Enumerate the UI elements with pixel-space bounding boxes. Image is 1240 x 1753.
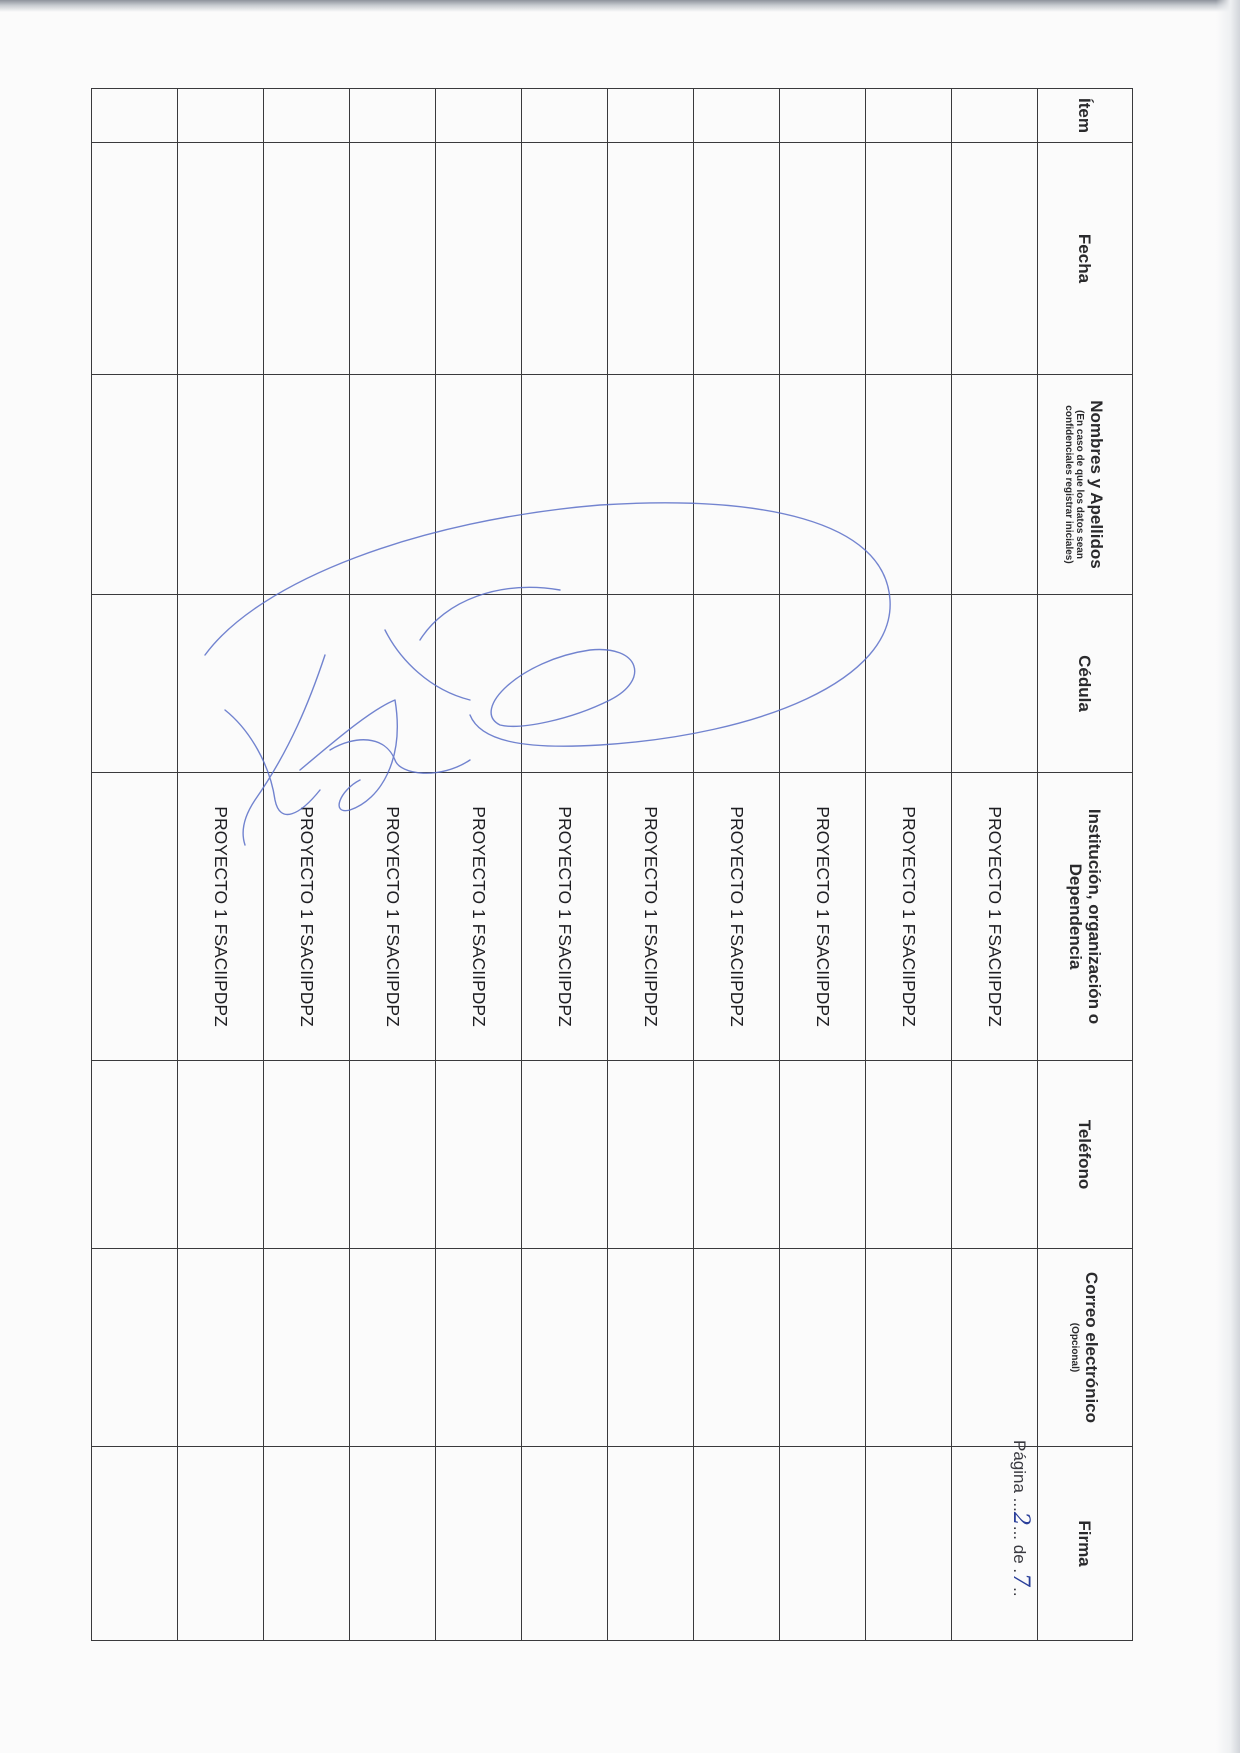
cell-fecha [866, 143, 952, 375]
header-institucion: Institución, organización o Dependencia [1038, 773, 1133, 1061]
table-header-row [1038, 89, 1133, 1641]
cell-fecha [264, 143, 350, 375]
header-telefono: Teléfono [1038, 1061, 1133, 1249]
table-row [350, 89, 436, 1641]
cell-item [436, 89, 522, 143]
cell-fecha [694, 143, 780, 375]
table-row [608, 89, 694, 1641]
cell-item [866, 89, 952, 143]
cell-nombres [436, 375, 522, 595]
cell-fecha [952, 143, 1038, 375]
cell-item [780, 89, 866, 143]
cell-nombres [866, 375, 952, 595]
cell-telefono [952, 1061, 1038, 1249]
header-nombres [1038, 375, 1133, 595]
cell-correo [780, 1249, 866, 1447]
cell-nombres [694, 375, 780, 595]
cell-nombres [264, 375, 350, 595]
cell-institucion: PROYECTO 1 FSACIIPDPZ [608, 773, 694, 1061]
cell-firma [178, 1447, 264, 1641]
cell-telefono [178, 1061, 264, 1249]
footer-de-label: de [1010, 1544, 1029, 1564]
cell-fecha [436, 143, 522, 375]
cell-nombres [178, 375, 264, 595]
cell-cedula [350, 595, 436, 773]
header-firma: Firma [1038, 1447, 1133, 1641]
cell-institucion: PROYECTO 1 FSACIIPDPZ [694, 773, 780, 1061]
table-row [694, 89, 780, 1641]
cell-nombres [92, 375, 178, 595]
cell-firma [522, 1447, 608, 1641]
cell-cedula [178, 595, 264, 773]
cell-correo [350, 1249, 436, 1447]
table-row [436, 89, 522, 1641]
cell-telefono [264, 1061, 350, 1249]
header-fecha: Fecha [1038, 143, 1133, 375]
cell-telefono [92, 1061, 178, 1249]
cell-fecha [780, 143, 866, 375]
cell-firma [694, 1447, 780, 1641]
header-item: Ítem [1038, 89, 1133, 143]
cell-item [522, 89, 608, 143]
cell-cedula [522, 595, 608, 773]
header-correo-label: Correo electrónico [1082, 1271, 1101, 1424]
cell-correo [92, 1249, 178, 1447]
cell-telefono [780, 1061, 866, 1249]
cell-cedula [608, 595, 694, 773]
cell-item [694, 89, 780, 143]
cell-firma [264, 1447, 350, 1641]
table-row [952, 89, 1038, 1641]
cell-institucion [92, 773, 178, 1061]
cell-firma [780, 1447, 866, 1641]
cell-correo [694, 1249, 780, 1447]
cell-nombres [350, 375, 436, 595]
cell-firma [436, 1447, 522, 1641]
cell-institucion: PROYECTO 1 FSACIIPDPZ [178, 773, 264, 1061]
cell-item [178, 89, 264, 143]
header-cedula: Cédula [1038, 595, 1133, 773]
cell-telefono [694, 1061, 780, 1249]
header-nombres-note: (En caso de que los datos sean confidenciales registrar iniciales) [1063, 405, 1086, 564]
cell-nombres [952, 375, 1038, 595]
page-footer: Página ...2... de .7.. [1008, 1440, 1033, 1597]
cell-item [264, 89, 350, 143]
cell-fecha [608, 143, 694, 375]
cell-firma [350, 1447, 436, 1641]
cell-correo [178, 1249, 264, 1447]
attendance-sheet [120, 88, 1133, 1640]
cell-item [952, 89, 1038, 143]
cell-nombres [608, 375, 694, 595]
cell-fecha [178, 143, 264, 375]
cell-firma [866, 1447, 952, 1641]
attendance-table [91, 88, 1133, 1641]
header-nombres-label: Nombres y Apellidos [1087, 400, 1107, 569]
cell-item [92, 89, 178, 143]
cell-institucion: PROYECTO 1 FSACIIPDPZ [866, 773, 952, 1061]
table-row [92, 89, 178, 1641]
cell-nombres [780, 375, 866, 595]
table-row [780, 89, 866, 1641]
footer-page-total: 7 [1008, 1573, 1033, 1588]
cell-telefono [522, 1061, 608, 1249]
cell-correo [522, 1249, 608, 1447]
cell-correo [608, 1249, 694, 1447]
cell-firma [608, 1447, 694, 1641]
cell-cedula [264, 595, 350, 773]
cell-item [350, 89, 436, 143]
cell-fecha [92, 143, 178, 375]
header-correo [1038, 1249, 1133, 1447]
table-row [264, 89, 350, 1641]
cell-institucion: PROYECTO 1 FSACIIPDPZ [350, 773, 436, 1061]
cell-institucion: PROYECTO 1 FSACIIPDPZ [264, 773, 350, 1061]
cell-telefono [350, 1061, 436, 1249]
cell-correo [866, 1249, 952, 1447]
footer-pagina-label: Página [1010, 1440, 1029, 1493]
cell-cedula [866, 595, 952, 773]
cell-cedula [92, 595, 178, 773]
table-row [178, 89, 264, 1641]
cell-correo [264, 1249, 350, 1447]
cell-correo [436, 1249, 522, 1447]
scan-right-edge [1216, 0, 1240, 1753]
cell-fecha [522, 143, 608, 375]
scan-top-edge [0, 0, 1240, 12]
footer-page-number: 2 [1008, 1511, 1033, 1526]
cell-item [608, 89, 694, 143]
cell-correo [952, 1249, 1038, 1447]
cell-firma [92, 1447, 178, 1641]
cell-cedula [952, 595, 1038, 773]
cell-institucion: PROYECTO 1 FSACIIPDPZ [952, 773, 1038, 1061]
cell-cedula [780, 595, 866, 773]
table-row [522, 89, 608, 1641]
header-correo-note: (Opcional) [1069, 1322, 1080, 1373]
cell-telefono [436, 1061, 522, 1249]
cell-nombres [522, 375, 608, 595]
cell-institucion: PROYECTO 1 FSACIIPDPZ [436, 773, 522, 1061]
cell-institucion: PROYECTO 1 FSACIIPDPZ [780, 773, 866, 1061]
table-row [866, 89, 952, 1641]
cell-institucion: PROYECTO 1 FSACIIPDPZ [522, 773, 608, 1061]
cell-cedula [436, 595, 522, 773]
cell-telefono [866, 1061, 952, 1249]
cell-cedula [694, 595, 780, 773]
cell-fecha [350, 143, 436, 375]
cell-telefono [608, 1061, 694, 1249]
